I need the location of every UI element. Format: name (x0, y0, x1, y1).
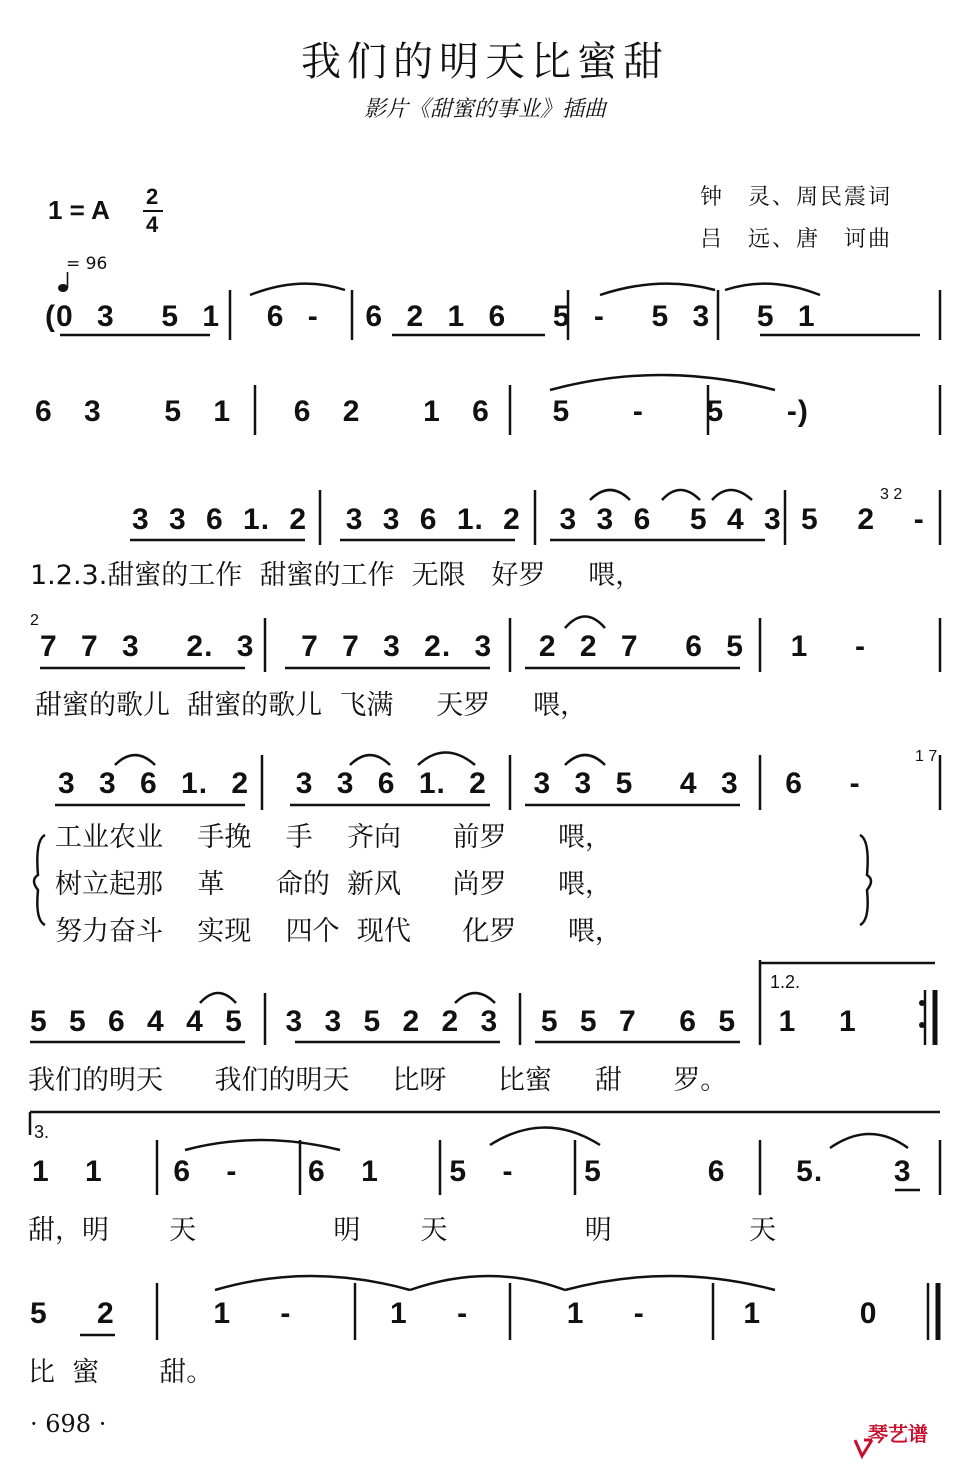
volta-1-2: 1.2. (770, 972, 801, 992)
tie-arc (550, 375, 775, 390)
volta-3: 3. (34, 1122, 50, 1142)
slur-arc (830, 1134, 908, 1148)
time-signature-bottom: 4 (146, 212, 159, 237)
notation-line-1: (0 3 5 1 6 - 6 2 1 6 5 - 5 3 5 1 (45, 300, 816, 333)
lyric-verse-1: 工业农业 手挽 手 齐向 前罗 喂， (55, 822, 612, 853)
tie-arc (250, 284, 345, 295)
repeat-dot (919, 1022, 925, 1028)
tie-arc (215, 1276, 410, 1290)
composer-credit: 吕 远、唐 诃曲 (700, 227, 893, 252)
logo-text: 琴艺谱 (868, 1422, 928, 1446)
lyric-line-7: 甜，明 天 明 天 明 天 (28, 1215, 777, 1246)
slur-arc (662, 490, 700, 500)
slur-arc (418, 753, 475, 766)
grace-note-3: 3 2 (880, 486, 903, 503)
slur-arc (590, 490, 630, 500)
tempo-marking: = 96 (66, 254, 108, 274)
slur-arc (565, 617, 605, 629)
slur-arc (565, 755, 605, 765)
slur-arc (712, 490, 752, 500)
notation-line-3: 3 3 6 1. 2 3 3 6 1. 2 3 3 6 5 4 3 5 2 - (132, 503, 925, 536)
tie-arc (410, 1276, 565, 1290)
notation-line-7: 1 1 6 - 6 1 5 - 5 6 5. 3 (32, 1155, 912, 1188)
tie-arc (725, 284, 820, 295)
brace-right (860, 835, 871, 925)
slur-arc (350, 755, 390, 765)
tie-arc (600, 284, 715, 295)
lyric-line-4: 甜蜜的歌儿 甜蜜的歌儿 飞满 天罗 喂， (35, 690, 588, 721)
key-signature: 1 = A (48, 195, 110, 225)
lyric-line-3: 1.2.3.甜蜜的工作 甜蜜的工作 无限 好罗 喂， (30, 560, 643, 591)
brace-left (34, 835, 45, 925)
notation-line-2: 6 3 5 1 6 2 1 6 5 - 5 -) (35, 395, 809, 428)
notation-line-6: 5 5 6 4 4 5 3 3 5 2 2 3 5 5 7 6 5 1 1 (30, 1005, 857, 1038)
grace-note-4: 2 (30, 612, 39, 629)
lyricist-credit: 钟 灵、周民震词 (700, 185, 893, 210)
tie-arc (185, 1140, 340, 1150)
lyric-verse-3: 努力奋斗 实现 四个 现代 化罗 喂， (55, 916, 622, 947)
lyric-verse-2: 树立起那 革 命的 新风 尚罗 喂， (55, 869, 612, 900)
tie-arc (565, 1276, 775, 1290)
lyric-line-8: 比 蜜 甜。 (28, 1357, 214, 1388)
song-subtitle: 影片《甜蜜的事业》插曲 (363, 97, 606, 122)
repeat-dot (919, 1000, 925, 1006)
notation-line-4: 7 7 3 2. 3 7 7 3 2. 3 2 2 7 6 5 1 - (40, 630, 866, 663)
grace-note-5: 1 7 (915, 748, 938, 765)
page-number: · 698 · (30, 1410, 107, 1438)
time-signature-top: 2 (146, 184, 159, 209)
slur-arc (455, 993, 495, 1003)
lyric-line-6: 我们的明天 我们的明天 比呀 比蜜 甜 罗。 (28, 1065, 728, 1096)
notation-line-5: 3 3 6 1. 2 3 3 6 1. 2 3 3 5 4 3 6 - (58, 767, 861, 800)
slur-arc (200, 993, 236, 1003)
notation-line-8: 5 2 1 - 1 - 1 - 1 0 (30, 1297, 878, 1330)
slur-arc (115, 755, 155, 765)
song-title: 我们的明天比蜜甜 (301, 39, 669, 85)
tie-arc (490, 1128, 600, 1146)
